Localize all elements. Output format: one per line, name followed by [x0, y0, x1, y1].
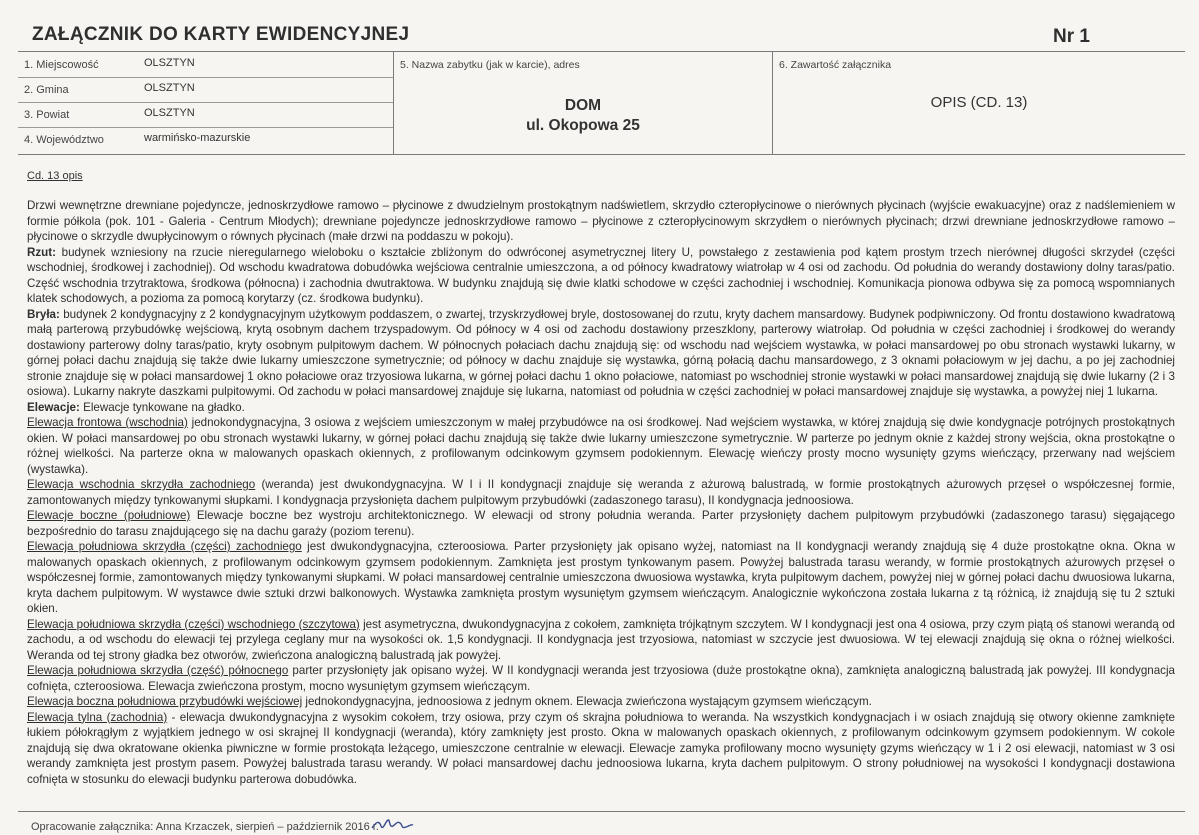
field-label: 2. Gmina	[24, 84, 69, 96]
elewacje-heading: Elewacje:	[27, 400, 80, 414]
field-label: 4. Województwo	[24, 134, 104, 146]
paragraph-doors: Drzwi wewnętrzne drewniane pojedyncze, jednoskrzydłowe ramowo – płycinowe z dwudzielnym prostokątnym nadświetlem, skrzydło czteropłycinowe o nierównych płycinach (wyjście ewakuacyjne) oraz z nadślemieniem w formie półkola (pok. 101 - Galeria - Centrum Młodych); drewniane pojedyncze jednoskrzydłowe ramowo – płycinowe z czteropłycinowym skrzydłem o nierównych płycinach; drzwi drewniane jednoskrzydłowe ramowo – płycinowe o skrzydle dwupłycinowym o równych płycinach (małe drzwi na poddaszu w pokoju).	[27, 199, 1175, 243]
field-row-powiat	[18, 102, 393, 128]
monument-name-block	[394, 96, 772, 136]
paragraph-elewacje-boczne	[27, 508, 1175, 539]
monument-address: ul. Okopowa 25	[526, 117, 640, 134]
elewacja-wschodnia-text: (weranda) jest dwukondygnacyjna. W I i II kondygnacji znajduje się weranda z ażurową balustradą, w formie prostokątnych ażurowych przęseł o współczesnej formie, zamontowanych między tynkowanymi słupkami. I kondygnacja przysłonięta dachem pulpitowym przybudówki (zadaszonego tarasu), II kondygnacja jednoosiowa.	[27, 478, 1175, 507]
elewacje-boczne-text: Elewacje boczne bez wystroju architektonicznego. W elewacji od strony południa weranda. Parter przysłonięty dachem pulpitowym przybudówki (zadaszonego tarasu) sięgającego bezpośrednio do tarasu znajdującego się na dachu garaży (poziom terenu).	[27, 509, 1175, 538]
elewacja-boczna-przybudowki-heading: Elewacja boczna południowa przybudówki wejściowej	[27, 695, 303, 708]
elewacja-wschodnia-heading: Elewacja wschodnia skrzydła zachodniego	[27, 478, 256, 491]
field-row-wojewodztwo	[18, 127, 393, 154]
header-table	[18, 51, 1185, 155]
bryla-text: budynek 2 kondygnacyjny z 2 kondygnacyjnym użytkowym poddaszem, o zwartej, trzyskrzydłowej bryle, dostosowanej do rzutu, kryty dachem mansardowy. Budynek podpiwniczony. Od frontu dostawiono kwadratową małą parterową przybudówkę wejściową, krytą osobnym dachem trzyspadowym. Od północy w 4 osi od zachodu dostawiony przeszklony, parterowy wiatrołap. Od południa w części zachodniej i środkowej do werandy dostawiony parterowy dolny taras/patio, kryty osobnym pulpitowym dachem. W północnych połaciach dachu znajdują się: od wschodu nad wejściem wystawka, w połaci mansardowej po obu stronach wystawki lukarny, w górnej połaci dachu znajdują się także dwie lukarny umieszczone symetrycznie; od północy w dachu znajduje się wystawka, górną połacią dachu mansardowego, z 3 oknami połaciowym w jej dachu, a po jej zachodniej stronie znajduje się w połaci mansardowej 1 okno połaciowe oraz trzyosiowa lukarna, w górnej połaci dachu 1 okno połaciowe, natomiast po wschodniej stronie wystawki w połaci mansardowej znajdują się dwie lukarny (2 i 3 osiowa). Lukarny nakryte daszkami pulpitowymi. Od zachodu w połaci mansardowej znajduje się lukarna, natomiast od południa w części zachodniej w połaci mansardowej znajduje się wystawka, a powyżej niej 1 lukarna.	[27, 307, 1175, 398]
elewacje-boczne-heading: Elewacje boczne (południowe)	[27, 509, 191, 522]
field-value: OLSZTYN	[144, 57, 195, 69]
monument-field	[394, 52, 773, 154]
field-label: 1. Miejscowość	[24, 59, 99, 71]
content-field	[773, 52, 1185, 154]
paragraph-elewacje	[27, 400, 1175, 416]
paragraph-rzut	[27, 245, 1175, 307]
elewacja-poludniowa-polnocna-text: parter przysłonięty jak opisano wyżej. W II kondygnacji weranda jest trzyosiowa (duże prostokątne okna), zamknięta analogiczną balustradą jak powyżej. III kondygnacja cofnięta, czteroosiowa. Elewacja zwieńczona prostym, mocno wysuniętym gzymsem wieńczącym.	[27, 664, 1175, 693]
paragraph-elewacja-boczna-przybudowki	[27, 694, 1175, 710]
field-value: warmińsko-mazurskie	[144, 132, 251, 144]
rzut-text: budynek wzniesiony na rzucie nieregularnego wieloboku o kształcie zbliżonym do odwróconej asymetrycznej litery U, powstałego z zestawienia pod kątem prostym trzech nierównej długości skrzydeł (części wschodniej, środkowej i zachodniej). Od wschodu kwadratowa dobudówka wejściowa centralnie umieszczona, a od północy kwadratowy wiatrołap w 4 osi od zachodu. Od południa do werandy dostawiony dolny taras/patio. Część wschodnia trzytraktowa, środkowa (północna) i zachodnia dwutraktowa. W budynku znajdują się dwie klatki schodowe w części zachodniej i wschodniej. Komunikacja pionowa odbywa się za pomocą wspomnianych klatek schodowych, a pozioma za pomocą korytarzy (cz. środkowa budynku).	[27, 245, 1175, 305]
rzut-heading: Rzut:	[27, 245, 56, 259]
footer-divider	[18, 811, 1185, 812]
document-title: ZAŁĄCZNIK DO KARTY EWIDENCYJNEJ	[32, 24, 410, 45]
field-value: OLSZTYN	[144, 82, 195, 94]
paragraph-elewacja-poludniowa-polnocna	[27, 663, 1175, 694]
paragraph-elewacja-wschodnia	[27, 477, 1175, 508]
elewacja-poludniowa-wschodnia-heading: Elewacja południowa skrzydła (części) wschodniego (szczytowa)	[27, 617, 360, 631]
monument-label: 5. Nazwa zabytku (jak w karcie), adres	[400, 59, 580, 71]
elewacja-poludniowa-zachodnia-text: jest dwukondygnacyjna, czteroosiowa. Parter przysłonięty jak opisano wyżej, natomiast na II kondygnacji werandy znajdują się 4 duże prostokątne okna. Okna w malowanych opaskach okiennych, z profilowanym odcinkowym gzymsem podokiennym. Zamknięta jest prostym tynkowanym pasem. Powyżej balustrada tarasu werandy, w formie prostokątnych ażurowych przęseł o współczesnej formie, zamontowanych między tynkowanymi słupkami. W połaci mansardowej centralnie umieszczona dwuosiowa wystawka, kryta pulpitowym dachem, powyżej niej w górnej połaci dachu dwuosiowa lukarna, kryta dachem pulpitowym. W wystawce dwie sztuki drzwi balkonowych. Wystawka zamknięta prostym wysuniętym gzymsem wieńczącym. Analogicznie wykończona została lukarna z tą różnicą, iż znajdują się tu 2 sztuki okien.	[27, 540, 1175, 615]
elewacje-text: Elewacje tynkowane na gładko.	[79, 400, 245, 414]
bryla-heading: Bryła:	[27, 307, 60, 321]
elewacja-poludniowa-zachodnia-heading: Elewacja południowa skrzydła (części) zachodniego	[27, 540, 302, 553]
elewacja-boczna-przybudowki-text: jednokondygnacyjna, jednoosiowa z jednym oknem. Elewacja zwieńczona wystającym gzymsem wieńczącym.	[302, 695, 872, 708]
document-number: Nr 1	[1053, 26, 1090, 47]
signature-mark	[370, 814, 414, 834]
field-value: OLSZTYN	[144, 107, 195, 119]
paragraph-bryla	[27, 307, 1175, 400]
paragraph-elewacja-poludniowa-zachodnia	[27, 539, 1175, 617]
field-row-gmina	[18, 77, 393, 103]
content-value: OPIS (CD. 13)	[930, 94, 1028, 111]
field-row-miejscowosc	[18, 52, 393, 78]
elewacja-tylna-heading: Elewacja tylna (zachodnia)	[27, 710, 168, 724]
paragraph-elewacja-poludniowa-wschodnia	[27, 617, 1175, 664]
elewacja-poludniowa-polnocna-heading: Elewacja południowa skrzydła (część) północnego	[27, 664, 289, 677]
description-body	[27, 198, 1175, 787]
elewacja-frontowa-heading: Elewacja frontowa (wschodnia)	[27, 416, 188, 429]
monument-name: DOM	[564, 97, 602, 114]
elewacja-tylna-text: - elewacja dwukondygnacyjna z wysokim cokołem, trzy osiowa, przy czym oś skrajna południowa to weranda. Na wszystkich kondygnacjach i w osiach znajdują się otwory okienne zamknięte łukiem półokrągłym z wyjątkiem jednego w osi skrajnej II kondygnacji (weranda), który zamknięty jest prosto. Okna w malowanych opaskach okiennych, z profilowanym odcinkowym gzymsem podokiennym. W cokole znajdują się dwa okratowane okienka piwniczne w formie prostokąta leżącego, umieszczone centralnie w elewacji. Elewacje zamyka profilowany mocno wysunięty gzyms wieńczący w 1 i 2 osi elewacji, natomiast w 3 osi werandy zamknięta jest prostym pasem. Powyżej balustrada tarasu werandy. W połaci mansardowej dachu jednoosiowa lukarna, kryta dachem pulpitowym. O strony południowej na wysokości I kondygnacji dostawiona cofnięta w stosunku do elewacji budynku parterowa dobudówka.	[27, 710, 1175, 786]
paragraph-elewacja-tylna	[27, 710, 1175, 788]
paragraph-elewacja-frontowa	[27, 415, 1175, 477]
field-label: 3. Powiat	[24, 109, 70, 121]
footer-credit: Opracowanie załącznika: Anna Krzaczek, sierpień – październik 2016 r.	[31, 821, 379, 833]
content-label: 6. Zawartość załącznika	[779, 59, 892, 71]
elewacja-poludniowa-wschodnia-text: jest asymetryczna, dwukondygnacyjna z cokołem, zamknięta trójkątnym szczytem. W I kondygnacji jest ona 4 osiowa, przy czym piątą oś stanowi werandą od zachodu, a od wschodu do elewacji tej przylega ceglany mur na wysokości ok. 1,5 kondygnacji. II kondygnacja jest trzyosiowa, natomiast w szczycie jest dwuosiowa. W tej elewacji znajdują się okna o różnej wielkości. Weranda od tej strony gładka bez otworów, zwieńczona analogiczną balustradą jak powyżej.	[27, 617, 1175, 662]
location-fields	[18, 52, 394, 154]
section-label: Cd. 13 opis	[27, 170, 83, 182]
elewacja-frontowa-text: jednokondygnacyjna, 3 osiowa z wejściem umieszczonym w małej przybudówce na osi środkowej. Nad wejściem wystawka, w której znajdują się dwie kondygnacje potrójnych prostokątnych okien. W połaci mansardowej po obu stronach wystawki lukarny, w górnej połaci dachu znajdują się także dwie lukarny umieszczone symetrycznie. W parterze po jednym oknie z każdej strony wejścia, okna prostokątne o różnej wielkości. Na parterze okna w malowanych opaskach okiennych, z profilowanym odcinkowym gzymsem podokiennym. Elewację wieńczy prosty mocno wysunięty gzyms wieńczący, przerwany nad wejściem (wystawka).	[27, 416, 1175, 476]
